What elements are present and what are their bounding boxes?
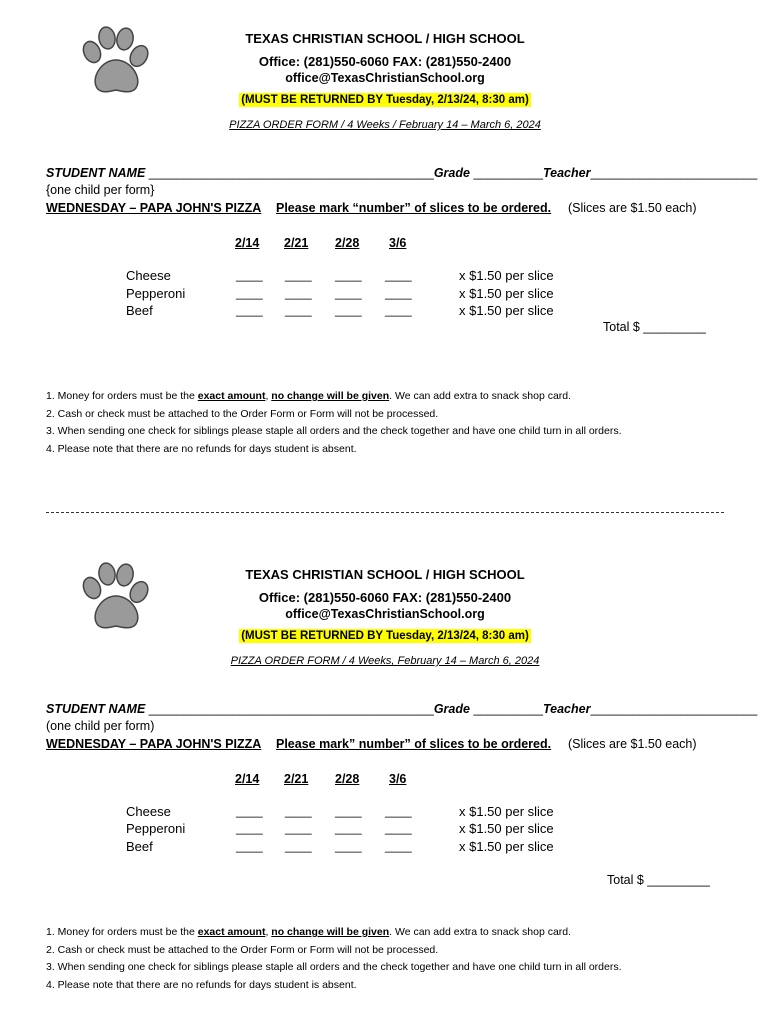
wednesday-row	[46, 201, 746, 215]
note-1-emphasis: exact amount	[197, 926, 266, 938]
office-email: office@TexasChristianSchool.org	[285, 607, 485, 621]
student-name-field[interactable]: _________________________________________	[145, 702, 434, 716]
item-cheese: Cheese	[126, 804, 171, 819]
student-name-field[interactable]: _________________________________________	[145, 166, 434, 180]
one-child-note: {one child per form}	[46, 183, 155, 197]
deadline-notice	[0, 94, 770, 106]
date-header: 2/21	[284, 772, 309, 786]
deadline-notice	[0, 630, 770, 642]
order-form-2	[0, 536, 770, 1024]
cut-line-divider	[46, 512, 724, 513]
note-3: 3. When sending one check for siblings please staple all orders and the check together and have one child turn in all orders.	[46, 425, 622, 437]
cheese-qty-field[interactable]: ____	[335, 268, 362, 282]
pepperoni-qty-field[interactable]: ____	[385, 286, 412, 300]
wednesday-row	[46, 737, 746, 751]
price-per-slice: x $1.50 per slice	[459, 821, 554, 836]
beef-qty-field[interactable]: ____	[285, 839, 312, 853]
date-header: 2/14	[235, 236, 260, 250]
note-1-emphasis: no change will be given	[271, 926, 390, 938]
cheese-qty-field[interactable]: ____	[385, 268, 412, 282]
teacher-field[interactable]: ________________________	[590, 702, 758, 716]
notes-list	[46, 924, 622, 994]
item-beef: Beef	[126, 303, 153, 318]
date-header: 3/6	[389, 236, 407, 250]
date-header: 2/28	[335, 236, 360, 250]
student-name-label: STUDENT NAME	[46, 166, 146, 180]
date-header: 2/28	[335, 772, 360, 786]
note-4: 4. Please note that there are no refunds for days student is absent.	[46, 978, 357, 991]
pepperoni-qty-field[interactable]: ____	[335, 821, 362, 835]
deadline-text: (MUST BE RETURNED BY Tuesday, 2/13/24, 8:30 am)	[241, 630, 529, 642]
cheese-qty-field[interactable]: ____	[236, 804, 263, 818]
grade-label: Grade	[433, 166, 470, 180]
cheese-qty-field[interactable]: ____	[285, 804, 312, 818]
one-child-note: (one child per form)	[46, 719, 155, 733]
date-header: 3/6	[389, 772, 407, 786]
beef-qty-field[interactable]: ____	[236, 303, 263, 317]
slice-price: (Slices are $1.50 each)	[568, 201, 697, 215]
beef-qty-field[interactable]: ____	[335, 303, 362, 317]
office-email: office@TexasChristianSchool.org	[285, 71, 485, 85]
pepperoni-qty-field[interactable]: ____	[236, 286, 263, 300]
cheese-qty-field[interactable]: ____	[285, 268, 312, 282]
item-pepperoni: Pepperoni	[126, 286, 186, 301]
office-phone: Office: (281)550-6060 FAX: (281)550-2400	[258, 54, 512, 69]
item-pepperoni: Pepperoni	[126, 821, 186, 836]
note-2: 2. Cash or check must be attached to the Order Form or Form will not be processed.	[46, 407, 439, 420]
total-field[interactable]: Total $ _________	[603, 320, 706, 334]
notes-list	[46, 388, 622, 458]
cheese-qty-field[interactable]: ____	[385, 804, 412, 818]
date-header: 2/21	[284, 236, 309, 250]
form-title: PIZZA ORDER FORM / 4 Weeks, February 14 – March 6, 2024	[230, 655, 540, 667]
pepperoni-qty-field[interactable]: ____	[285, 286, 312, 300]
note-1-text: ,	[265, 390, 272, 402]
price-per-slice: x $1.50 per slice	[459, 268, 554, 283]
pepperoni-qty-field[interactable]: ____	[385, 821, 412, 835]
pepperoni-qty-field[interactable]: ____	[335, 286, 362, 300]
instruction-text: Please mark” number” of slices to be ordered.	[276, 737, 552, 751]
vendor-label: WEDNESDAY – PAPA JOHN'S PIZZA	[46, 737, 262, 751]
note-2: 2. Cash or check must be attached to the Order Form or Form will not be processed.	[46, 943, 439, 956]
instruction-text: Please mark “number” of slices to be ordered.	[276, 201, 552, 215]
student-info-row	[46, 702, 758, 716]
slice-price: (Slices are $1.50 each)	[568, 737, 697, 751]
date-header: 2/14	[235, 772, 260, 786]
deadline-text: (MUST BE RETURNED BY Tuesday, 2/13/24, 8:30 am)	[241, 94, 529, 106]
school-name: TEXAS CHRISTIAN SCHOOL / HIGH SCHOOL	[245, 31, 525, 46]
beef-qty-field[interactable]: ____	[385, 303, 412, 317]
note-1	[46, 924, 622, 942]
note-1-text: ,	[265, 926, 272, 938]
item-beef: Beef	[126, 839, 153, 854]
note-1-text: 1. Money for orders must be the	[46, 926, 198, 938]
price-per-slice: x $1.50 per slice	[459, 839, 554, 854]
office-phone: Office: (281)550-6060 FAX: (281)550-2400	[258, 590, 512, 605]
note-1-text: . We can add extra to snack shop card.	[389, 390, 572, 402]
cheese-qty-field[interactable]: ____	[236, 268, 263, 282]
note-1-emphasis: exact amount	[197, 390, 266, 402]
beef-qty-field[interactable]: ____	[385, 839, 412, 853]
note-1	[46, 388, 622, 406]
pepperoni-qty-field[interactable]: ____	[285, 821, 312, 835]
note-4: 4. Please note that there are no refunds for days student is absent.	[46, 442, 357, 455]
cheese-qty-field[interactable]: ____	[335, 804, 362, 818]
note-1-text: . We can add extra to snack shop card.	[389, 926, 572, 938]
teacher-field[interactable]: ________________________	[590, 166, 758, 180]
pepperoni-qty-field[interactable]: ____	[236, 821, 263, 835]
grade-label: Grade	[433, 702, 470, 716]
price-per-slice: x $1.50 per slice	[459, 303, 554, 318]
teacher-label: Teacher	[542, 702, 591, 716]
note-1-emphasis: no change will be given	[271, 390, 390, 402]
grade-field[interactable]: __________	[469, 166, 543, 180]
note-1-text: 1. Money for orders must be the	[46, 390, 198, 402]
beef-qty-field[interactable]: ____	[285, 303, 312, 317]
vendor-label: WEDNESDAY – PAPA JOHN'S PIZZA	[46, 201, 262, 215]
form-title: PIZZA ORDER FORM / 4 Weeks / February 14 – March 6, 2024	[229, 119, 541, 131]
grade-field[interactable]: __________	[469, 702, 543, 716]
teacher-label: Teacher	[542, 166, 591, 180]
price-per-slice: x $1.50 per slice	[459, 804, 554, 819]
student-info-row	[46, 166, 758, 180]
note-3: 3. When sending one check for siblings please staple all orders and the check together and have one child turn in all orders.	[46, 961, 622, 973]
student-name-label: STUDENT NAME	[46, 702, 146, 716]
beef-qty-field[interactable]: ____	[335, 839, 362, 853]
item-cheese: Cheese	[126, 268, 171, 283]
total-field[interactable]: Total $ _________	[607, 873, 710, 887]
beef-qty-field[interactable]: ____	[236, 839, 263, 853]
price-per-slice: x $1.50 per slice	[459, 286, 554, 301]
school-name: TEXAS CHRISTIAN SCHOOL / HIGH SCHOOL	[245, 567, 525, 582]
